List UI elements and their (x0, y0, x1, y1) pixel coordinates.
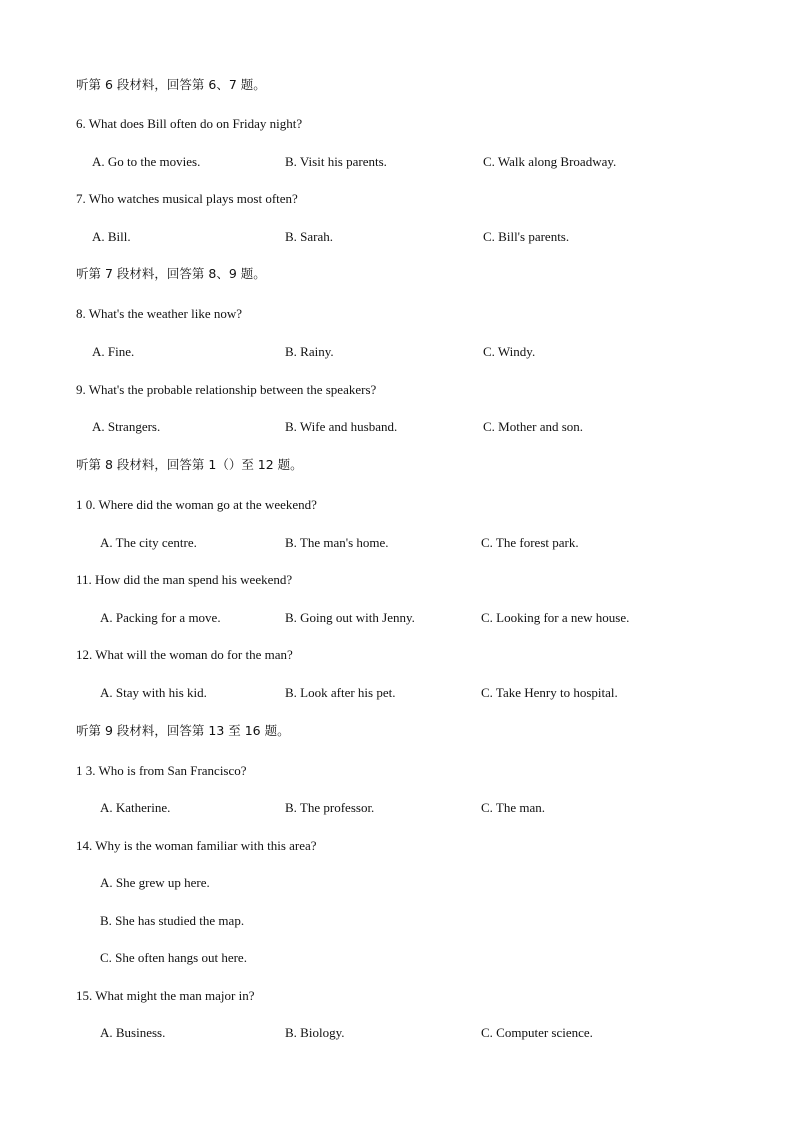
option-b: B. Rainy. (285, 344, 334, 359)
section-heading: 听第 7 段材料，回答第 8、9 题。 (76, 266, 266, 281)
question-stem: 1 3. Who is from San Francisco? (76, 763, 247, 778)
option-c: C. Walk along Broadway. (483, 154, 617, 169)
option-a: A. Katherine. (100, 800, 171, 815)
option-c: C. Bill's parents. (483, 229, 570, 244)
question-stem: 12. What will the woman do for the man? (76, 647, 293, 662)
option-b: B. Wife and husband. (285, 419, 398, 434)
option-b: B. Going out with Jenny. (285, 610, 415, 625)
question-stem: 11. How did the man spend his weekend? (76, 572, 293, 587)
question-stem: 1 0. Where did the woman go at the weekend? (76, 497, 317, 512)
option-b: B. Biology. (285, 1025, 345, 1040)
option-b: B. Sarah. (285, 229, 334, 244)
option-c: C. She often hangs out here. (100, 950, 247, 965)
option-b: B. The man's home. (285, 535, 389, 550)
section-heading: 听第 6 段材料，回答第 6、7 题。 (76, 77, 266, 92)
option-a: A. Business. (100, 1025, 166, 1040)
option-a: A. Go to the movies. (92, 154, 201, 169)
section-heading: 听第 9 段材料，回答第 13 至 16 题。 (76, 723, 290, 738)
option-c: C. The man. (481, 800, 546, 815)
option-b: B. Visit his parents. (285, 154, 387, 169)
option-a: A. Stay with his kid. (100, 685, 207, 700)
option-a: A. Packing for a move. (100, 610, 221, 625)
option-c: C. Windy. (483, 344, 536, 359)
option-a: A. Bill. (92, 229, 131, 244)
question-stem: 7. Who watches musical plays most often? (76, 191, 298, 206)
option-a: A. Fine. (92, 344, 135, 359)
option-a: A. The city centre. (100, 535, 197, 550)
question-stem: 14. Why is the woman familiar with this area? (76, 838, 317, 853)
option-a: A. Strangers. (92, 419, 161, 434)
question-stem: 6. What does Bill often do on Friday night? (76, 116, 303, 131)
option-c: C. Looking for a new house. (481, 610, 630, 625)
option-c: C. Take Henry to hospital. (481, 685, 618, 700)
question-stem: 8. What's the weather like now? (76, 306, 242, 321)
option-c: C. Computer science. (481, 1025, 593, 1040)
option-b: B. She has studied the map. (100, 913, 245, 928)
question-stem: 9. What's the probable relationship between the speakers? (76, 382, 377, 397)
section-heading: 听第 8 段材料，回答第 1（）至 12 题。 (76, 457, 303, 472)
option-c: C. The forest park. (481, 535, 579, 550)
question-stem: 15. What might the man major in? (76, 988, 255, 1003)
option-b: B. Look after his pet. (285, 685, 396, 700)
option-b: B. The professor. (285, 800, 375, 815)
option-a: A. She grew up here. (100, 875, 210, 890)
option-c: C. Mother and son. (483, 419, 584, 434)
